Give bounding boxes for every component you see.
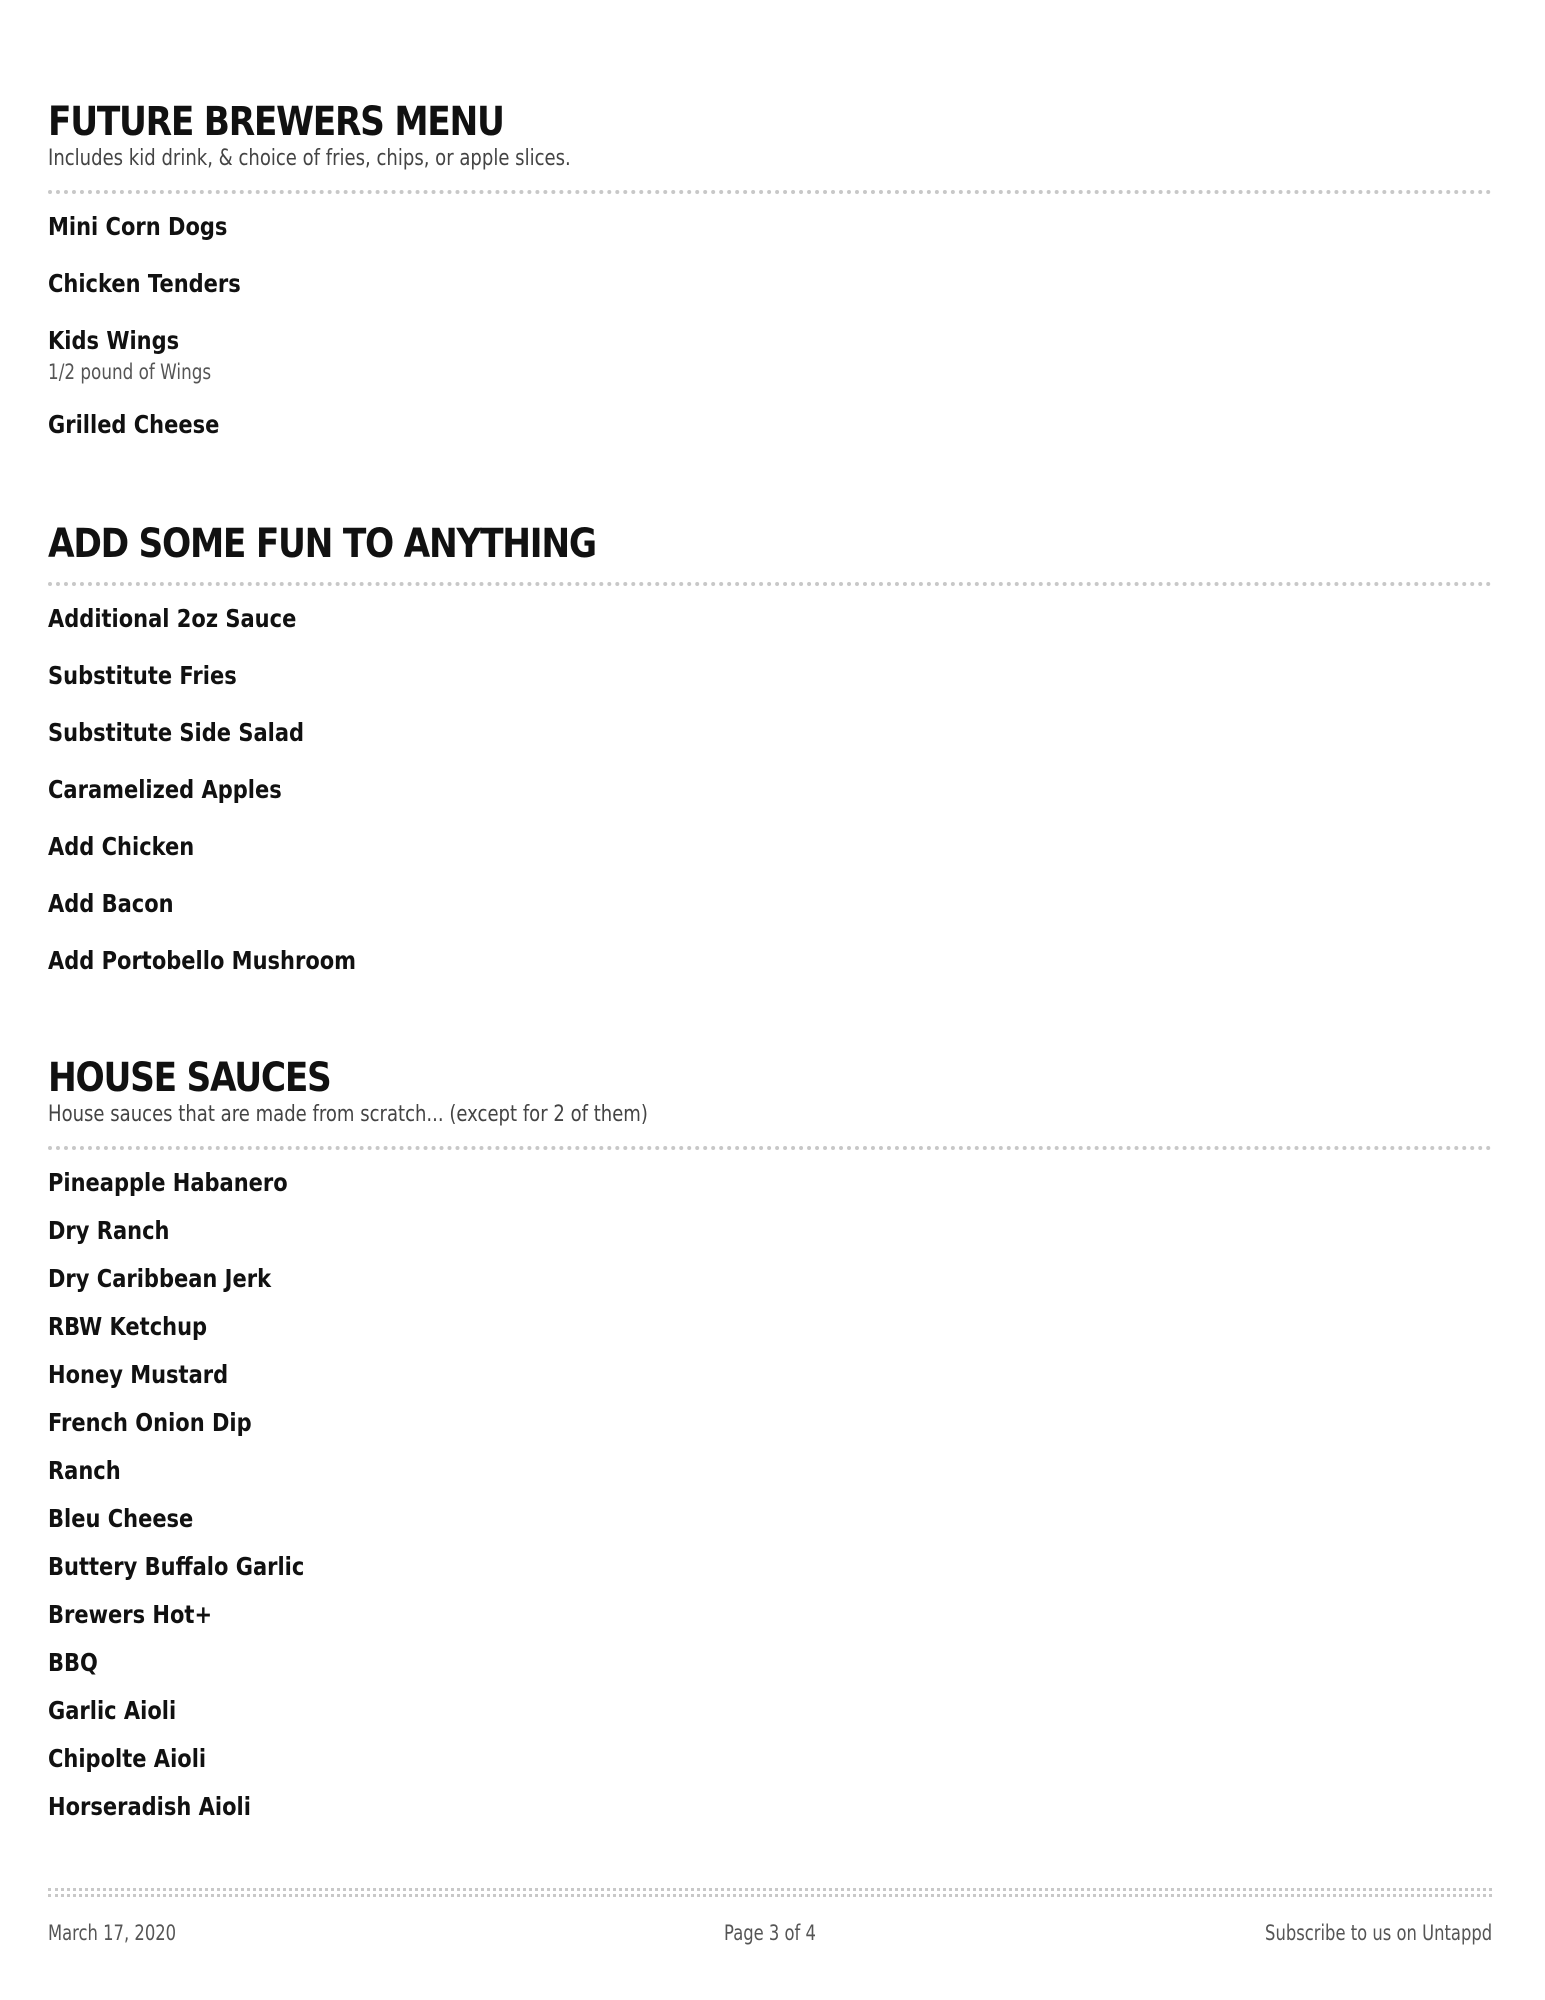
item-list [48,1168,1492,1840]
item-name: Chicken Tenders [48,269,241,298]
section-title: FUTURE BREWERS MENU [48,99,504,145]
item-name: Bleu Cheese [48,1504,194,1533]
list-item [48,1648,1492,1696]
item-name: Horseradish Aioli [48,1792,251,1821]
item-name: Honey Mustard [48,1360,229,1389]
list-item [48,1216,1492,1264]
section-divider [48,1146,1492,1150]
item-name: Brewers Hot+ [48,1600,213,1629]
item-name: Caramelized Apples [48,775,282,804]
item-name: Pineapple Habanero [48,1168,288,1197]
section-subtitle: House sauces that are made from scratch... (except for 2 of them) [48,1102,648,1127]
item-name: Dry Ranch [48,1216,170,1245]
list-item [48,1168,1492,1216]
list-item [48,1600,1492,1648]
item-name: Buttery Buffalo Garlic [48,1552,305,1581]
footer-subscribe-text: Subscribe to us on Untappd [1264,1921,1492,1945]
footer-page-number: Page 3 of 4 [724,1921,816,1945]
item-name: Ranch [48,1456,121,1485]
list-item [48,1264,1492,1312]
list-item [48,718,1492,775]
item-name: RBW Ketchup [48,1312,208,1341]
item-list [48,604,1492,1003]
item-list [48,212,1492,467]
list-item [48,269,1492,326]
item-name: French Onion Dip [48,1408,252,1437]
item-name: Garlic Aioli [48,1696,177,1725]
item-name: Substitute Side Salad [48,718,305,747]
item-name: Kids Wings [48,326,180,355]
section-title: HOUSE SAUCES [48,1055,331,1101]
item-name: Add Bacon [48,889,174,918]
item-name: Grilled Cheese [48,410,220,439]
list-item [48,1504,1492,1552]
list-item [48,1360,1492,1408]
list-item [48,946,1492,1003]
list-item [48,832,1492,889]
menu-page [48,0,1492,2000]
list-item [48,326,1492,410]
list-item [48,1552,1492,1600]
item-name: Add Portobello Mushroom [48,946,357,975]
list-item [48,1696,1492,1744]
list-item [48,775,1492,832]
footer-divider [48,1888,1492,1891]
list-item [48,410,1492,467]
list-item [48,212,1492,269]
list-item [48,1312,1492,1360]
list-item [48,889,1492,946]
section-house-sauces [48,1056,1492,1840]
list-item [48,661,1492,718]
list-item [48,1408,1492,1456]
footer-row [48,1921,1492,1951]
footer-date: March 17, 2020 [48,1921,177,1945]
list-item [48,1792,1492,1840]
item-name: Additional 2oz Sauce [48,604,297,633]
section-future-brewers-menu [48,100,1492,467]
section-divider [48,582,1492,586]
item-name: Dry Caribbean Jerk [48,1264,272,1293]
section-add-some-fun [48,522,1492,1003]
item-name: Chipolte Aioli [48,1744,207,1773]
list-item [48,1744,1492,1792]
section-title: ADD SOME FUN TO ANYTHING [48,521,596,567]
item-name: Mini Corn Dogs [48,212,228,241]
list-item [48,604,1492,661]
list-item [48,1456,1492,1504]
item-description: 1/2 pound of Wings [48,360,212,384]
footer-divider [48,1894,1492,1897]
section-divider [48,190,1492,194]
item-name: Substitute Fries [48,661,237,690]
item-name: BBQ [48,1648,98,1677]
item-name: Add Chicken [48,832,195,861]
section-subtitle: Includes kid drink, & choice of fries, chips, or apple slices. [48,146,571,171]
page-footer [48,1888,1492,1951]
